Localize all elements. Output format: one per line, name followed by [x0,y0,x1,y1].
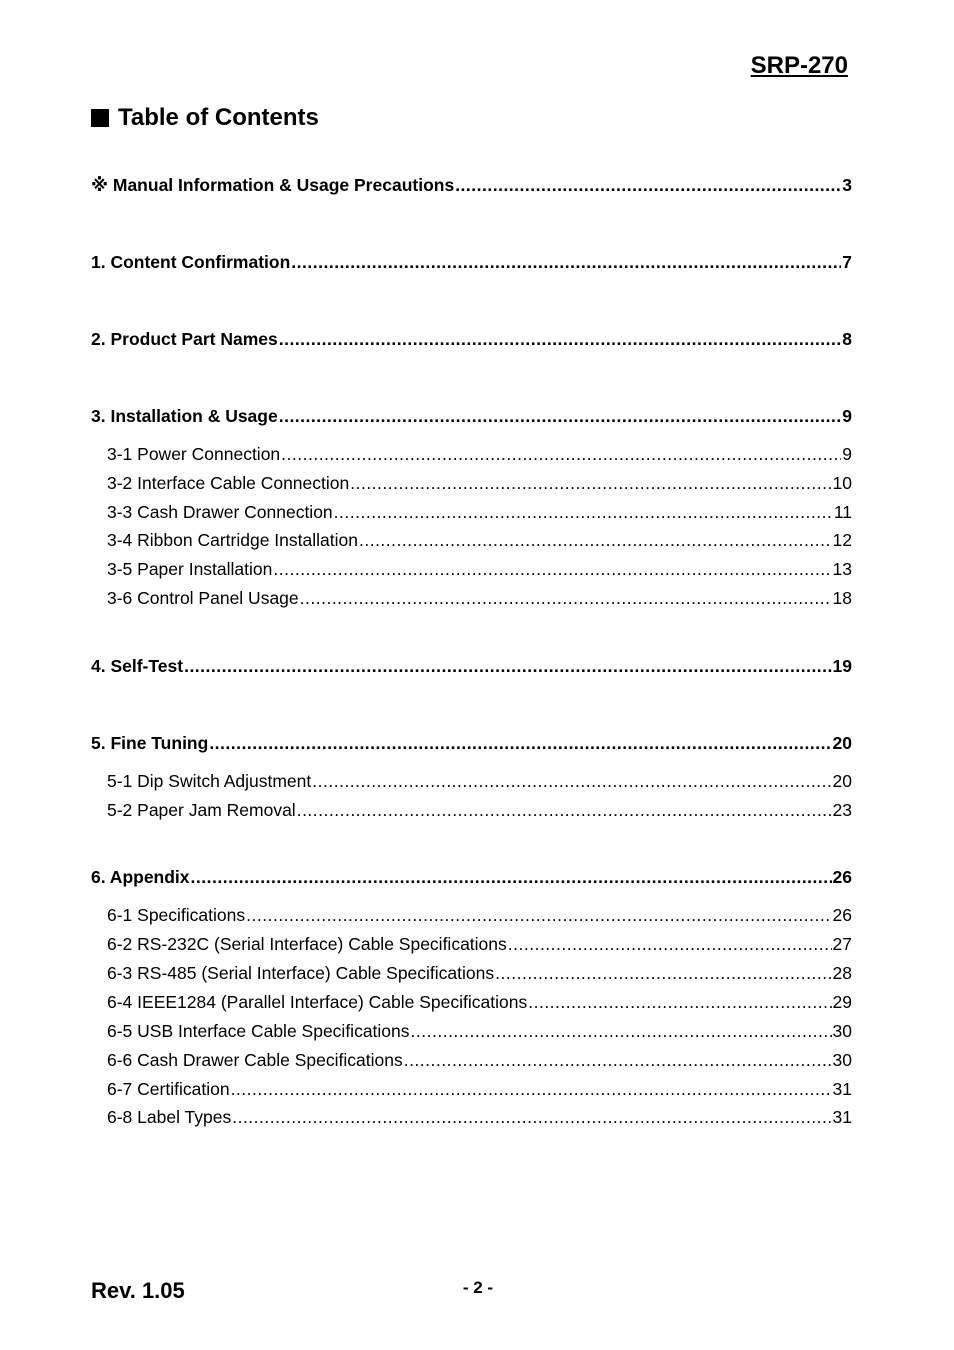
leader-dots [279,406,842,427]
toc-entry-page: 9 [842,444,852,464]
toc-entry-page: 3 [842,175,852,195]
toc-heading-text: Table of Contents [118,104,319,131]
toc-entry-page: 11 [833,502,852,522]
toc-entry-label: 6-7 Certification [107,1079,230,1099]
toc-entry-page: 26 [832,867,852,887]
toc-entry-page: 23 [832,800,852,820]
black-square-icon [91,109,109,127]
toc-entry-label: 3-2 Interface Cable Connection [107,473,350,493]
toc-entry-label: 6-8 Label Types [107,1107,232,1127]
toc-entry-label: 1. Content Confirmation [91,252,291,272]
leader-dots [191,867,832,888]
toc-entry-page: 18 [832,588,852,608]
toc-entry-page: 30 [832,1021,852,1041]
toc-entry-label: 6-2 RS-232C (Serial Interface) Cable Specifications [107,934,507,954]
leader-dots [297,800,832,821]
toc-entry-page: 10 [832,473,852,493]
toc-entry-page: 20 [832,771,852,791]
toc-entry-certification[interactable] [107,1079,852,1103]
toc-entry-page: 9 [842,406,852,426]
leader-dots [528,992,831,1013]
leader-dots [279,329,842,350]
leader-dots [312,771,831,792]
toc-entry-page: 28 [832,963,852,983]
toc-entry-page: 13 [832,559,852,579]
toc-entry-control-panel[interactable] [107,588,852,612]
toc-entry-appendix[interactable] [91,867,852,891]
leader-dots [495,963,831,984]
toc-entry-label: 2. Product Part Names [91,329,278,349]
toc-entry-rs485[interactable] [107,963,852,987]
leader-dots [209,733,831,754]
toc-entry-label: 6-1 Specifications [107,905,246,925]
leader-dots [300,588,832,609]
toc-entry-page: 31 [832,1107,852,1127]
toc-entry-page: 31 [832,1079,852,1099]
toc-entry-label: 6. Appendix [91,867,190,887]
toc-entry-label: 3-6 Control Panel Usage [107,588,299,608]
toc-entry-specifications[interactable] [107,905,852,929]
toc-entry-page: 29 [832,992,852,1012]
toc-entry-label: 5-1 Dip Switch Adjustment [107,771,312,791]
leader-dots [281,444,841,465]
toc-entry-page: 20 [832,733,852,753]
toc-entry-label: 6-5 USB Interface Cable Specifications [107,1021,410,1041]
toc-entry-content-confirmation[interactable] [91,252,852,276]
toc-entry-page: 8 [842,329,852,349]
toc-entry-label: 3-5 Paper Installation [107,559,273,579]
toc-entry-label: 3-3 Cash Drawer Connection [107,502,333,522]
toc-entry-label-types[interactable] [107,1107,852,1131]
toc-entry-self-test[interactable] [91,656,852,680]
leader-dots [359,530,832,551]
leader-dots [273,559,831,580]
toc-entry-page: 27 [832,934,852,954]
toc-heading [91,104,319,132]
toc-entry-page: 26 [832,905,852,925]
toc-entry-label: 3-4 Ribbon Cartridge Installation [107,530,358,550]
toc-entry-fine-tuning[interactable] [91,733,852,757]
leader-dots [350,473,831,494]
toc-entry-label: 5-2 Paper Jam Removal [107,800,296,820]
toc-entry-ieee1284[interactable] [107,992,852,1016]
toc-entry-rs232c[interactable] [107,934,852,958]
toc-entry-page: 7 [842,252,852,272]
toc-entry-usb[interactable] [107,1021,852,1045]
toc-entry-manual-info[interactable] [91,175,852,199]
toc-entry-interface-cable-connection[interactable] [107,473,852,497]
toc-entry-power-connection[interactable] [107,444,852,468]
model-title: SRP-270 [750,52,848,79]
toc-entry-installation-usage[interactable] [91,406,852,430]
toc-entry-label: 3-1 Power Connection [107,444,281,464]
toc-entry-label: 3. Installation & Usage [91,406,278,426]
toc-entry-ribbon-cartridge[interactable] [107,530,852,554]
page-number: - 2 - [462,1278,494,1297]
toc-entry-label: 6-3 RS-485 (Serial Interface) Cable Specifications [107,963,495,983]
toc-entry-cash-drawer-connection[interactable] [107,502,852,526]
toc-entry-label: 4. Self-Test [91,656,184,676]
leader-dots [246,905,831,926]
toc-entry-label: 6-6 Cash Drawer Cable Specifications [107,1050,403,1070]
toc-entry-product-part-names[interactable] [91,329,852,353]
toc-entry-paper-installation[interactable] [107,559,852,583]
toc-entry-page: 30 [832,1050,852,1070]
leader-dots [291,252,841,273]
leader-dots [334,502,833,523]
toc-entry-page: 19 [832,656,852,676]
toc-entry-label: 6-4 IEEE1284 (Parallel Interface) Cable Specifications [107,992,528,1012]
leader-dots [231,1079,832,1100]
revision-label: Rev. 1.05 [91,1278,185,1303]
leader-dots [184,656,831,677]
leader-dots [508,934,832,955]
toc-entry-paper-jam[interactable] [107,800,852,824]
toc-entry-label: 5. Fine Tuning [91,733,209,753]
leader-dots [455,175,841,196]
leader-dots [232,1107,831,1128]
toc-entry-page: 12 [832,530,852,550]
leader-dots [404,1050,832,1071]
toc-entry-dip-switch[interactable] [107,771,852,795]
toc-entry-cash-drawer-cable[interactable] [107,1050,852,1074]
leader-dots [411,1021,832,1042]
toc-entry-label: ※ Manual Information & Usage Precautions [91,175,455,195]
